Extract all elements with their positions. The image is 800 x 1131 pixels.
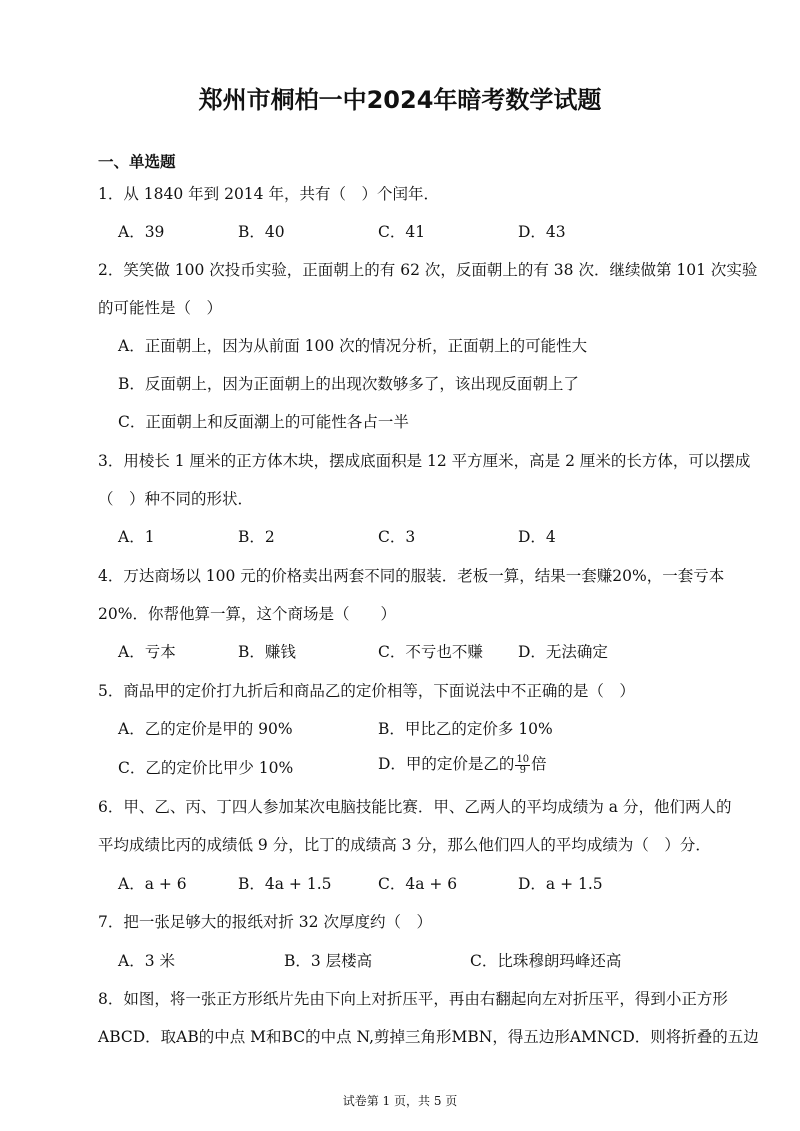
section-heading: 一、单选题 [98, 153, 176, 171]
q7-option-c: C．比珠穆朗玛峰还高 [470, 952, 622, 970]
q7-option-b: B．3 层楼高 [284, 952, 373, 970]
q1-option-d: D．43 [518, 223, 566, 241]
question-1-stem: 1．从 1840 年到 2014 年，共有（ ）个闰年． [98, 185, 439, 203]
q7-option-a: A．3 米 [118, 952, 175, 970]
q4-option-c: C．不亏也不赚 [378, 643, 483, 661]
q3-option-a: A．1 [118, 528, 155, 546]
question-4-stem-line1: 4．万达商场以 100 元的价格卖出两套不同的服装．老板一算，结果一套赚20%，一套亏本 [98, 567, 725, 585]
q5-option-d-suffix: 倍 [531, 755, 547, 773]
q1-option-c: C．41 [378, 223, 426, 241]
fraction-numerator: 10 [516, 753, 530, 765]
q2-option-c: C．正面朝上和反面潮上的可能性各占一半 [118, 413, 409, 431]
question-2-stem-line2: 的可能性是（ ） [98, 299, 223, 317]
q2-option-a: A．正面朝上，因为从前面 100 次的情况分析，正面朝上的可能性大 [118, 337, 588, 355]
q6-option-a: A．a + 6 [118, 875, 187, 893]
q3-option-b: B．2 [238, 528, 275, 546]
page-title: 郑州市桐柏一中2024年暗考数学试题 [198, 86, 602, 114]
q5-option-d [378, 752, 547, 776]
q6-option-c: C．4a + 6 [378, 875, 458, 893]
q5-option-d-text: D．甲的定价是乙的 [378, 755, 515, 773]
question-8-stem-line1: 8．如图，将一张正方形纸片先由下向上对折压平，再由右翻起向左对折压平，得到小正方形 [98, 990, 728, 1008]
question-4-stem-line2: 20%．你帮他算一算，这个商场是（ ） [98, 605, 396, 623]
q5-option-b: B．甲比乙的定价多 10% [378, 720, 553, 738]
question-6-stem-line2: 平均成绩比丙的成绩低 9 分，比丁的成绩高 3 分，那么他们四人的平均成绩为（ ）分． [98, 836, 711, 854]
question-3-stem-line1: 3．用棱长 1 厘米的正方体木块，摆成底面积是 12 平方厘米，高是 2 厘米的长方体，可以摆成 [98, 452, 751, 470]
q5-option-c: C．乙的定价比甲少 10% [118, 759, 294, 777]
question-6-stem-line1: 6．甲、乙、丙、丁四人参加某次电脑技能比赛．甲、乙两人的平均成绩为 a 分，他们两人的 [98, 798, 732, 816]
fraction [515, 755, 530, 776]
page-footer: 试卷第 1 页，共 5 页 [342, 1094, 458, 1108]
q4-option-a: A．亏本 [118, 643, 176, 661]
q3-option-c: C．3 [378, 528, 416, 546]
q5-option-a: A．乙的定价是甲的 90% [118, 720, 293, 738]
question-5-stem: 5．商品甲的定价打九折后和商品乙的定价相等，下面说法中不正确的是（ ） [98, 682, 635, 700]
question-2-stem-line1: 2．笑笑做 100 次投币实验，正面朝上的有 62 次，反面朝上的有 38 次．继续做第 101 次实验 [98, 261, 758, 279]
question-3-stem-line2: （ ）种不同的形状． [98, 490, 254, 508]
question-7-stem: 7．把一张足够大的报纸对折 32 次厚度约（ ） [98, 913, 432, 931]
question-8-stem-line2: ABCD．取AB的中点 M和BC的中点 N,剪掉三角形MBN，得五边形AMNCD．则将折叠的五边 [98, 1028, 759, 1046]
q6-option-b: B．4a + 1.5 [238, 875, 332, 893]
fraction-denominator: 9 [519, 764, 526, 776]
q1-option-a: A．39 [118, 223, 165, 241]
q3-option-d: D．4 [518, 528, 556, 546]
q6-option-d: D．a + 1.5 [518, 875, 603, 893]
q1-option-b: B．40 [238, 223, 285, 241]
q4-option-b: B．赚钱 [238, 643, 296, 661]
q4-option-d: D．无法确定 [518, 643, 608, 661]
q2-option-b: B．反面朝上，因为正面朝上的出现次数够多了，该出现反面朝上了 [118, 375, 579, 393]
